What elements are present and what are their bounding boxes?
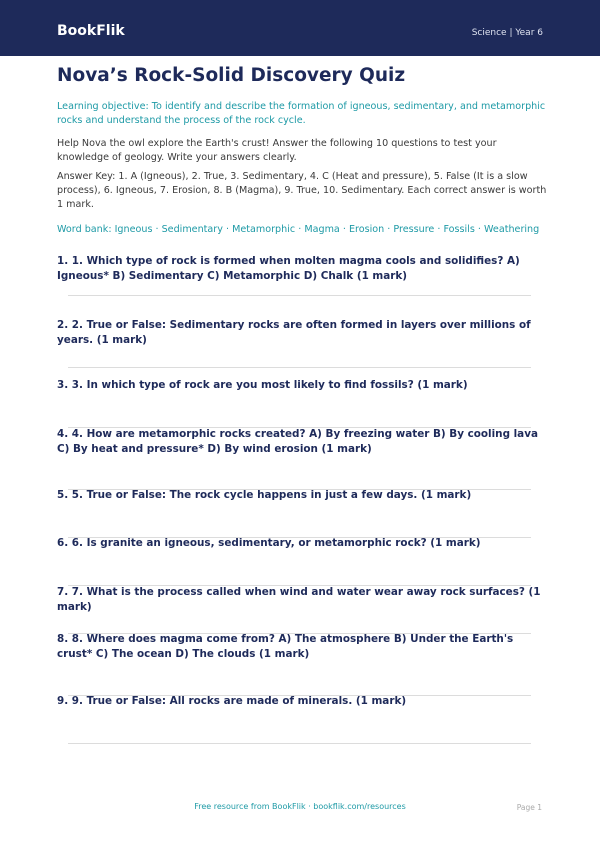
subject-year-label: Science | Year 6 [471, 28, 543, 38]
question-7: 7. 7. What is the process called when wind and water wear away rock surfaces? (1 mark) [57, 586, 541, 613]
brand-logo[interactable]: BookFlik [57, 23, 125, 39]
question-6: 6. 6. Is granite an igneous, sedimentary, or metamorphic rock? (1 mark) [57, 537, 481, 549]
question-9: 9. 9. True or False: All rocks are made of minerals. (1 mark) [57, 695, 407, 707]
footer-link[interactable]: Free resource from BookFlik · bookflik.com/resources [194, 802, 406, 811]
question-2: 2. 2. True or False: Sedimentary rocks are often formed in layers over millions of years. (1 mark) [57, 319, 531, 346]
answer-key: Answer Key: 1. A (Igneous), 2. True, 3. Sedimentary, 4. C (Heat and pressure), 5. False (It is a slow process), 6. Igneous, 7. Erosion, 8. B (Magma), 9. True, 10. Sedimentary. Each correct answer is worth 1 mark. [57, 171, 547, 210]
answer-line-2[interactable] [68, 367, 531, 368]
word-bank: Word bank: Igneous · Sedimentary · Metamorphic · Magma · Erosion · Pressure · Fossils · Weathering [57, 224, 540, 235]
answer-line-1[interactable] [68, 295, 531, 296]
question-8: 8. 8. Where does magma come from? A) The atmosphere B) Under the Earth's crust* C) The ocean D) The clouds (1 mark) [57, 633, 514, 660]
page-number: Page 1 [516, 803, 542, 812]
question-3: 3. 3. In which type of rock are you most likely to find fossils? (1 mark) [57, 379, 468, 391]
question-5: 5. 5. True or False: The rock cycle happens in just a few days. (1 mark) [57, 489, 472, 501]
question-1: 1. 1. Which type of rock is formed when molten magma cools and solidifies? A) Igneous* B) Sedimentary C) Metamorphic D) Chalk (1 mark) [57, 255, 520, 282]
header-bar [0, 0, 600, 56]
question-4: 4. 4. How are metamorphic rocks created? A) By freezing water B) By cooling lava C) By heat and pressure* D) By wind erosion (1 mark) [57, 428, 538, 455]
page-title: Nova’s Rock-Solid Discovery Quiz [57, 65, 406, 86]
answer-line-9[interactable] [68, 743, 531, 744]
intro-text: Help Nova the owl explore the Earth's crust! Answer the following 10 questions to test your knowledge of geology. Write your answers clearly. [57, 138, 497, 163]
learning-objective: Learning objective: To identify and describe the formation of igneous, sedimentary, and metamorphic rocks and understand the process of the rock cycle. [57, 101, 546, 126]
